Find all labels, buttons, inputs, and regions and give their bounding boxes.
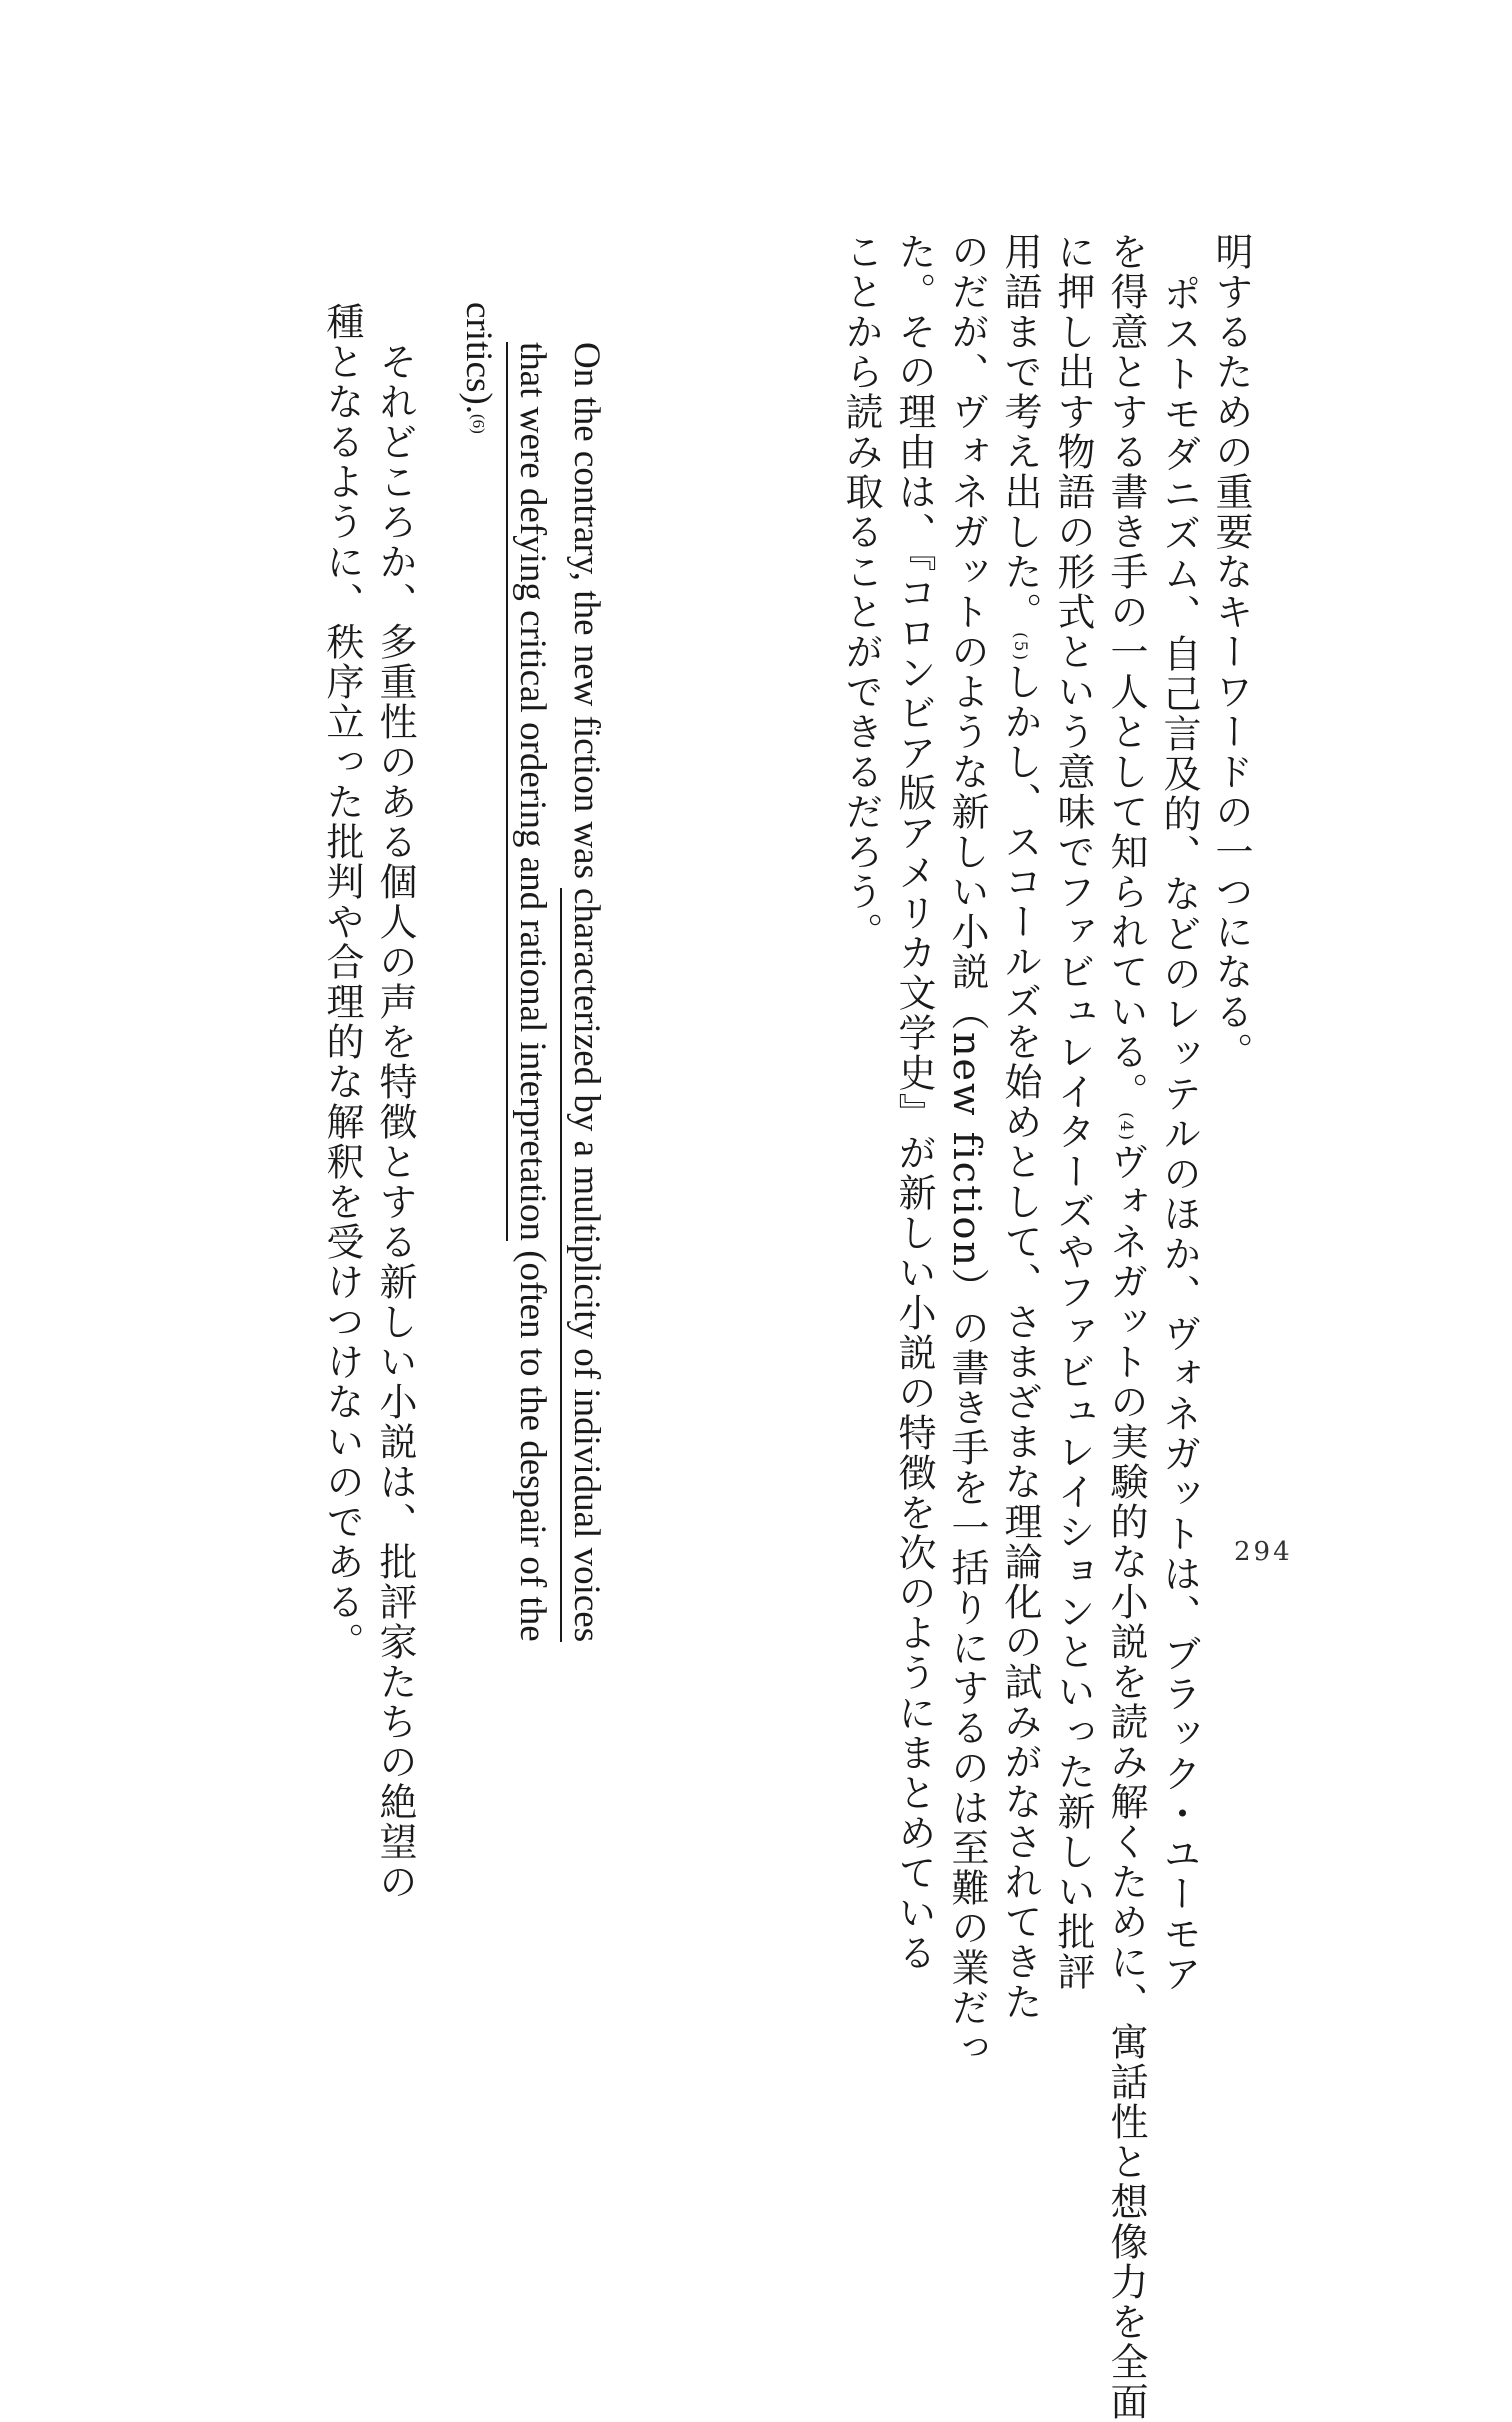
text-column-10: 種となるように、秩序立った批判や合理的な解釈を受けつけないのである。 xyxy=(320,302,364,1662)
footnote-marker-4: (4) xyxy=(1116,1112,1136,1143)
text-column-7: た。その理由は、『コロンビア版アメリカ文学史』が新しい小説の特徴を次のようにまとめている xyxy=(892,232,936,1973)
text-column-2: ポストモダニズム、自己言及的、などのレッテルのほか、ヴォネガットは、ブラック・ユーモア xyxy=(1157,274,1201,1994)
text-column-3: を得意とする書き手の一人として知られている。(4)ヴォネガットの実験的な小説を読み解くために、寓話性と想像力を全面 xyxy=(1104,232,1148,2422)
footnote-marker-6: (6) xyxy=(469,413,488,434)
quote-line-1: On the contrary, the new fiction was characterized by a multiplicity of individual voices xyxy=(568,342,605,1642)
text-column-4: に押し出す物語の形式という意味でファビュレイターズやファビュレイションといった新しい批評 xyxy=(1051,232,1095,1992)
text-column-1: 明するための重要なキーワードの一つになる。 xyxy=(1209,232,1253,1072)
footnote-marker-5: (5) xyxy=(1010,632,1030,663)
text-column-5: 用語まで考え出した。(5)しかし、スコールズを始めとして、さまざまな理論化の試みがなされてきた xyxy=(998,232,1042,2023)
text-column-6: のだが、ヴォネガットのような新しい小説（new fiction）の書き手を一括りにするのは至難の業だっ xyxy=(945,232,989,2068)
quote-line-2: that were defying critical ordering and rational interpretation (often to the despair of the xyxy=(514,342,551,1642)
text-column-8: ことから読み取ることができるだろう。 xyxy=(839,232,883,952)
page-number: 294 xyxy=(1234,1537,1293,1567)
quote-line-3: critics).(6) xyxy=(458,302,499,434)
underlined-phrase-2: that were defying critical ordering and rational interpretation xyxy=(506,342,553,1241)
text-column-9: それどころか、多重性のある個人の声を特徴とする新しい小説は、批評家たちの絶望の xyxy=(373,342,417,1902)
underlined-phrase-1: characterized by a multiplicity of individual voices xyxy=(560,888,607,1642)
